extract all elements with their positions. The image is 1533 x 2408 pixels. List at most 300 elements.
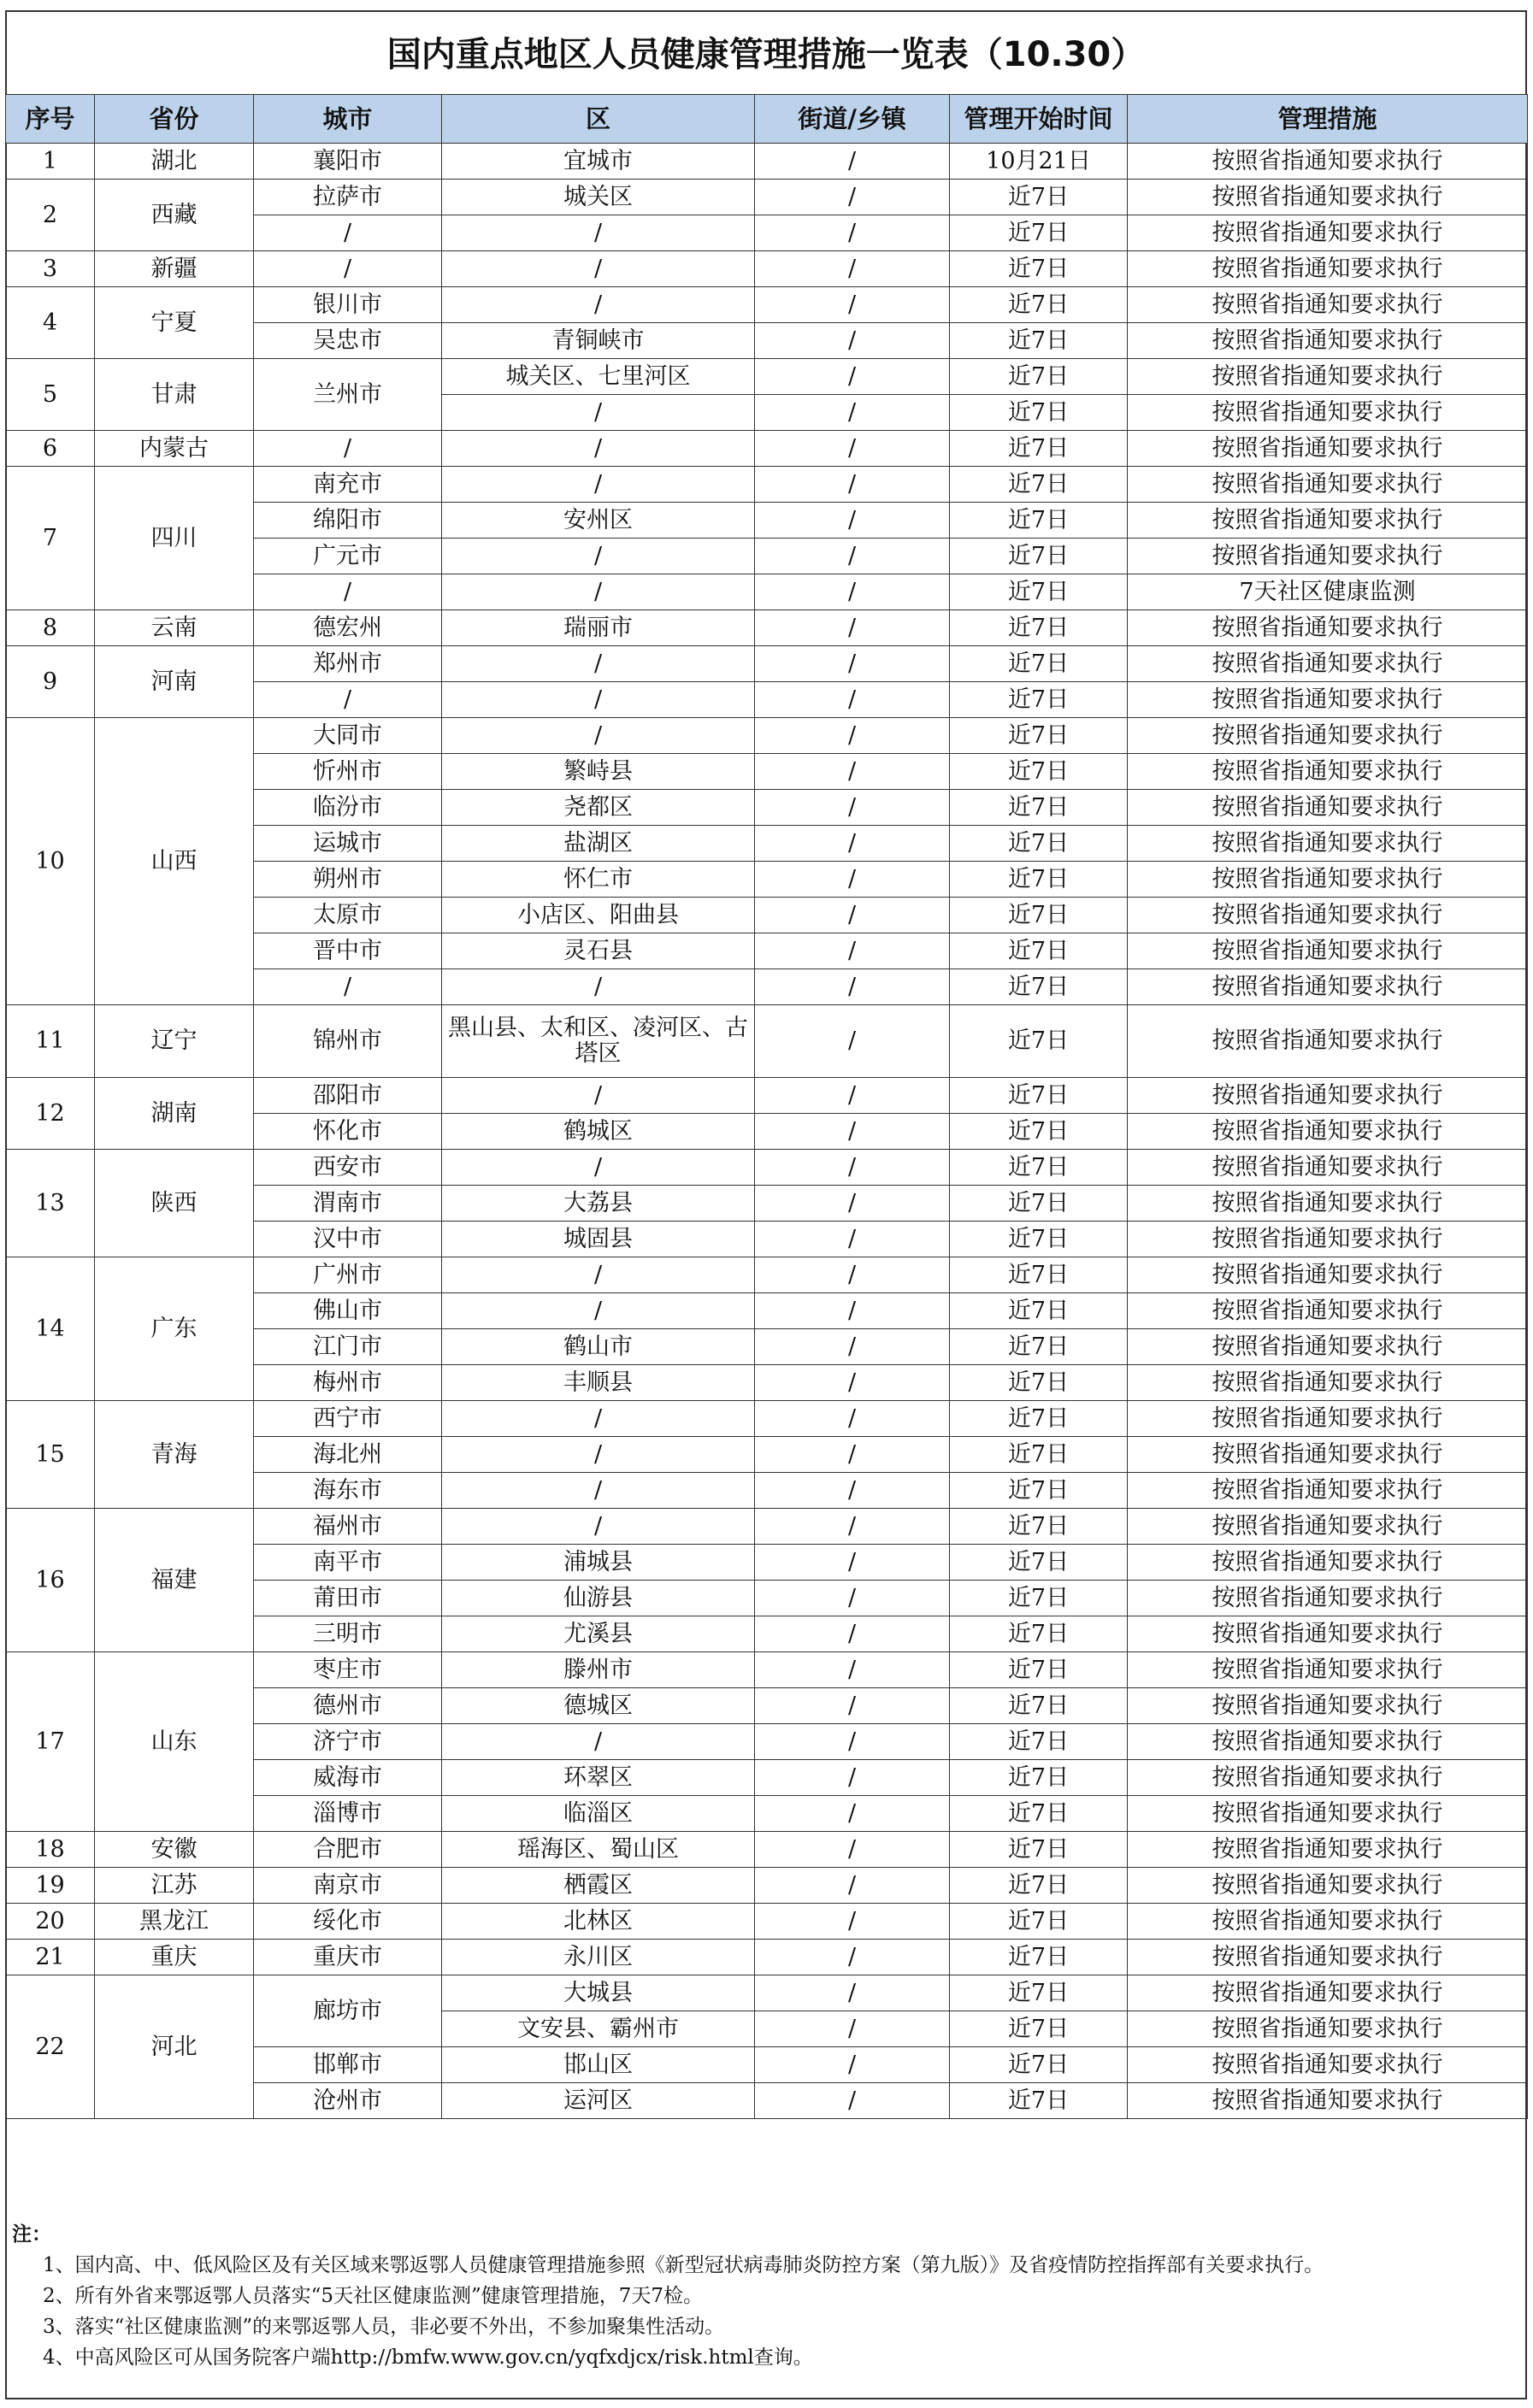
note-item: 4、中高风险区可从国务院客户端http://bmfw.www.gov.cn/yqfxdjcx/risk.html查询。 (43, 2346, 813, 2369)
street-cell: / (755, 395, 950, 431)
street-cell: / (755, 1509, 950, 1545)
start-time-cell: 近7日 (950, 539, 1128, 574)
district-cell: / (442, 574, 755, 610)
province-cell: 安徽 (95, 1832, 254, 1868)
header-cell: 区 (442, 95, 755, 144)
street-cell: / (755, 287, 950, 323)
city-cell: 重庆市 (254, 1940, 442, 1975)
measure-cell: 按照省指通知要求执行 (1128, 969, 1528, 1005)
start-time-cell: 近7日 (950, 180, 1128, 215)
street-cell: / (755, 359, 950, 395)
street-cell: / (755, 1760, 950, 1796)
city-cell: 江门市 (254, 1329, 442, 1365)
district-cell: / (442, 539, 755, 574)
district-cell: 城固县 (442, 1222, 755, 1257)
district-cell: / (442, 718, 755, 754)
measure-cell: 按照省指通知要求执行 (1128, 180, 1528, 215)
district-cell: 临淄区 (442, 1796, 755, 1832)
district-cell: 尤溪县 (442, 1616, 755, 1652)
city-cell: 运城市 (254, 826, 442, 862)
city-cell: 德宏州 (254, 610, 442, 646)
table-row (6, 431, 1528, 467)
city-cell: 太原市 (254, 898, 442, 933)
district-cell: 德城区 (442, 1688, 755, 1724)
row-index-cell: 12 (6, 1078, 95, 1150)
start-time-cell: 近7日 (950, 574, 1128, 610)
district-cell: 城关区、七里河区 (442, 359, 755, 395)
note-item: 2、所有外省来鄂返鄂人员落实“5天社区健康监测”健康管理措施，7天7检。 (43, 2285, 704, 2307)
measure-cell: 按照省指通知要求执行 (1128, 1150, 1528, 1186)
street-cell: / (755, 467, 950, 503)
district-cell: / (442, 646, 755, 682)
street-cell: / (755, 144, 950, 180)
city-cell: 西安市 (254, 1150, 442, 1186)
row-index-cell: 22 (6, 1975, 95, 2119)
district-cell: 城关区 (442, 180, 755, 215)
street-cell: / (755, 574, 950, 610)
street-cell: / (755, 2047, 950, 2083)
city-cell: 廊坊市 (254, 1975, 442, 2047)
street-cell: / (755, 1545, 950, 1581)
street-cell: / (755, 1078, 950, 1114)
city-cell: 吴忠市 (254, 323, 442, 359)
district-cell: / (442, 215, 755, 251)
measure-cell: 按照省指通知要求执行 (1128, 610, 1528, 646)
row-index-cell: 14 (6, 1257, 95, 1401)
street-cell: / (755, 1904, 950, 1940)
measure-cell: 按照省指通知要求执行 (1128, 2011, 1528, 2047)
district-cell: 青铜峡市 (442, 323, 755, 359)
start-time-cell: 近7日 (950, 1652, 1128, 1688)
measure-cell: 按照省指通知要求执行 (1128, 933, 1528, 969)
district-cell: 鹤城区 (442, 1114, 755, 1150)
table-row (6, 467, 1528, 503)
start-time-cell: 近7日 (950, 503, 1128, 539)
district-cell: / (442, 682, 755, 718)
start-time-cell: 近7日 (950, 1688, 1128, 1724)
measure-cell: 按照省指通知要求执行 (1128, 1078, 1528, 1114)
city-cell: 绵阳市 (254, 503, 442, 539)
table-row (6, 1904, 1528, 1940)
start-time-cell: 近7日 (950, 1005, 1128, 1078)
city-cell: / (254, 969, 442, 1005)
city-cell: 南充市 (254, 467, 442, 503)
city-cell: / (254, 251, 442, 287)
header-cell: 管理开始时间 (950, 95, 1128, 144)
measure-cell: 按照省指通知要求执行 (1128, 1401, 1528, 1437)
street-cell: / (755, 826, 950, 862)
start-time-cell: 近7日 (950, 1509, 1128, 1545)
district-cell: / (442, 1257, 755, 1293)
table-row (6, 1652, 1528, 1688)
street-cell: / (755, 898, 950, 933)
start-time-cell: 近7日 (950, 1257, 1128, 1293)
start-time-cell: 近7日 (950, 1724, 1128, 1760)
street-cell: / (755, 1868, 950, 1904)
measure-cell: 按照省指通知要求执行 (1128, 1329, 1528, 1365)
start-time-cell: 近7日 (950, 1114, 1128, 1150)
street-cell: / (755, 1940, 950, 1975)
measure-cell: 按照省指通知要求执行 (1128, 1975, 1528, 2011)
district-cell: 大荔县 (442, 1186, 755, 1222)
street-cell: / (755, 1796, 950, 1832)
city-cell: / (254, 215, 442, 251)
district-cell: 北林区 (442, 1904, 755, 1940)
street-cell: / (755, 215, 950, 251)
measure-cell: 按照省指通知要求执行 (1128, 395, 1528, 431)
start-time-cell: 近7日 (950, 359, 1128, 395)
row-index-cell: 20 (6, 1904, 95, 1940)
street-cell: / (755, 2011, 950, 2047)
start-time-cell: 近7日 (950, 610, 1128, 646)
table-row (6, 1005, 1528, 1078)
header-cell: 城市 (254, 95, 442, 144)
start-time-cell: 近7日 (950, 754, 1128, 790)
row-index-cell: 5 (6, 359, 95, 431)
province-cell: 四川 (95, 467, 254, 610)
start-time-cell: 近7日 (950, 1868, 1128, 1904)
district-cell: 瑶海区、蜀山区 (442, 1832, 755, 1868)
city-cell: 锦州市 (254, 1005, 442, 1078)
city-cell: 银川市 (254, 287, 442, 323)
start-time-cell: 近7日 (950, 431, 1128, 467)
district-cell: 尧都区 (442, 790, 755, 826)
table-row (6, 1257, 1528, 1293)
start-time-cell: 近7日 (950, 2011, 1128, 2047)
notes-header: 注： (12, 2223, 51, 2246)
measure-cell: 按照省指通知要求执行 (1128, 1688, 1528, 1724)
row-index-cell: 10 (6, 718, 95, 1005)
measure-cell: 按照省指通知要求执行 (1128, 467, 1528, 503)
measure-cell: 按照省指通知要求执行 (1128, 1545, 1528, 1581)
city-cell: 朔州市 (254, 862, 442, 898)
district-cell: 鹤山市 (442, 1329, 755, 1365)
measure-cell: 按照省指通知要求执行 (1128, 1005, 1528, 1078)
street-cell: / (755, 1293, 950, 1329)
city-cell: 襄阳市 (254, 144, 442, 180)
measure-cell: 7天社区健康监测 (1128, 574, 1528, 610)
city-cell: / (254, 431, 442, 467)
district-cell: / (442, 1078, 755, 1114)
measure-cell: 按照省指通知要求执行 (1128, 287, 1528, 323)
city-cell: 济宁市 (254, 1724, 442, 1760)
start-time-cell: 近7日 (950, 323, 1128, 359)
district-cell: / (442, 969, 755, 1005)
district-cell: / (442, 251, 755, 287)
province-cell: 甘肃 (95, 359, 254, 431)
start-time-cell: 近7日 (950, 2083, 1128, 2119)
row-index-cell: 17 (6, 1652, 95, 1832)
measure-cell: 按照省指通知要求执行 (1128, 1581, 1528, 1616)
start-time-cell: 近7日 (950, 1616, 1128, 1652)
start-time-cell: 近7日 (950, 826, 1128, 862)
measure-cell: 按照省指通知要求执行 (1128, 1509, 1528, 1545)
start-time-cell: 近7日 (950, 1832, 1128, 1868)
measure-cell: 按照省指通知要求执行 (1128, 539, 1528, 574)
row-index-cell: 15 (6, 1401, 95, 1509)
street-cell: / (755, 1222, 950, 1257)
street-cell: / (755, 1401, 950, 1437)
street-cell: / (755, 610, 950, 646)
street-cell: / (755, 1365, 950, 1401)
district-cell: 大城县 (442, 1975, 755, 2011)
city-cell: 莆田市 (254, 1581, 442, 1616)
start-time-cell: 近7日 (950, 1796, 1128, 1832)
row-index-cell: 4 (6, 287, 95, 359)
table-row (6, 1940, 1528, 1975)
header-cell: 序号 (6, 95, 95, 144)
street-cell: / (755, 1724, 950, 1760)
measure-cell: 按照省指通知要求执行 (1128, 2083, 1528, 2119)
city-cell: 沧州市 (254, 2083, 442, 2119)
district-cell: 盐湖区 (442, 826, 755, 862)
start-time-cell: 近7日 (950, 467, 1128, 503)
city-cell: 广元市 (254, 539, 442, 574)
start-time-cell: 近7日 (950, 969, 1128, 1005)
table-row (6, 646, 1528, 682)
province-cell: 陕西 (95, 1150, 254, 1257)
street-cell: / (755, 862, 950, 898)
district-cell: 黑山县、太和区、凌河区、古塔区 (442, 1005, 755, 1078)
city-cell: 绥化市 (254, 1904, 442, 1940)
table-row (6, 1401, 1528, 1437)
city-cell: 大同市 (254, 718, 442, 754)
row-index-cell: 13 (6, 1150, 95, 1257)
city-cell: 枣庄市 (254, 1652, 442, 1688)
measure-cell: 按照省指通知要求执行 (1128, 826, 1528, 862)
street-cell: / (755, 933, 950, 969)
start-time-cell: 近7日 (950, 1293, 1128, 1329)
row-index-cell: 6 (6, 431, 95, 467)
table-row (6, 359, 1528, 395)
district-cell: 宜城市 (442, 144, 755, 180)
start-time-cell: 近7日 (950, 1975, 1128, 2011)
start-time-cell: 近7日 (950, 287, 1128, 323)
start-time-cell: 近7日 (950, 682, 1128, 718)
city-cell: 南平市 (254, 1545, 442, 1581)
city-cell: 三明市 (254, 1616, 442, 1652)
street-cell: / (755, 790, 950, 826)
street-cell: / (755, 1257, 950, 1293)
province-cell: 河南 (95, 646, 254, 718)
start-time-cell: 近7日 (950, 790, 1128, 826)
street-cell: / (755, 1616, 950, 1652)
street-cell: / (755, 646, 950, 682)
province-cell: 西藏 (95, 180, 254, 251)
row-index-cell: 1 (6, 144, 95, 180)
start-time-cell: 近7日 (950, 395, 1128, 431)
table-row (6, 718, 1528, 754)
measure-cell: 按照省指通知要求执行 (1128, 754, 1528, 790)
start-time-cell: 近7日 (950, 1365, 1128, 1401)
measure-cell: 按照省指通知要求执行 (1128, 431, 1528, 467)
district-cell: / (442, 287, 755, 323)
street-cell: / (755, 251, 950, 287)
province-cell: 福建 (95, 1509, 254, 1652)
table-row (6, 1078, 1528, 1114)
header-cell: 街道/乡镇 (755, 95, 950, 144)
city-cell: 威海市 (254, 1760, 442, 1796)
district-cell: 瑞丽市 (442, 610, 755, 646)
street-cell: / (755, 539, 950, 574)
table-row (6, 1509, 1528, 1545)
district-cell: 邯山区 (442, 2047, 755, 2083)
street-cell: / (755, 1688, 950, 1724)
street-cell: / (755, 323, 950, 359)
city-cell: 海东市 (254, 1473, 442, 1509)
street-cell: / (755, 2083, 950, 2119)
measure-cell: 按照省指通知要求执行 (1128, 1257, 1528, 1293)
row-index-cell: 8 (6, 610, 95, 646)
row-index-cell: 9 (6, 646, 95, 718)
row-index-cell: 7 (6, 467, 95, 610)
street-cell: / (755, 718, 950, 754)
start-time-cell: 近7日 (950, 251, 1128, 287)
row-index-cell: 19 (6, 1868, 95, 1904)
street-cell: / (755, 1581, 950, 1616)
street-cell: / (755, 1832, 950, 1868)
city-cell: 南京市 (254, 1868, 442, 1904)
start-time-cell: 近7日 (950, 862, 1128, 898)
start-time-cell: 近7日 (950, 1150, 1128, 1186)
header-cell: 省份 (95, 95, 254, 144)
measure-cell: 按照省指通知要求执行 (1128, 215, 1528, 251)
row-index-cell: 2 (6, 180, 95, 251)
start-time-cell: 近7日 (950, 718, 1128, 754)
start-time-cell: 近7日 (950, 646, 1128, 682)
street-cell: / (755, 1437, 950, 1473)
start-time-cell: 近7日 (950, 1581, 1128, 1616)
district-cell: 永川区 (442, 1940, 755, 1975)
measure-cell: 按照省指通知要求执行 (1128, 144, 1528, 180)
street-cell: / (755, 1150, 950, 1186)
district-cell: 灵石县 (442, 933, 755, 969)
district-cell: 小店区、阳曲县 (442, 898, 755, 933)
measure-cell: 按照省指通知要求执行 (1128, 646, 1528, 682)
row-index-cell: 16 (6, 1509, 95, 1652)
district-cell: / (442, 1509, 755, 1545)
measure-cell: 按照省指通知要求执行 (1128, 2047, 1528, 2083)
table-row (6, 180, 1528, 215)
district-cell: 浦城县 (442, 1545, 755, 1581)
district-cell: 滕州市 (442, 1652, 755, 1688)
measure-cell: 按照省指通知要求执行 (1128, 1652, 1528, 1688)
start-time-cell: 近7日 (950, 2047, 1128, 2083)
district-cell: / (442, 1724, 755, 1760)
measure-cell: 按照省指通知要求执行 (1128, 1724, 1528, 1760)
province-cell: 新疆 (95, 251, 254, 287)
measure-cell: 按照省指通知要求执行 (1128, 862, 1528, 898)
district-cell: 运河区 (442, 2083, 755, 2119)
city-cell: 广州市 (254, 1257, 442, 1293)
district-cell: / (442, 395, 755, 431)
measure-cell: 按照省指通知要求执行 (1128, 1473, 1528, 1509)
street-cell: / (755, 1975, 950, 2011)
province-cell: 内蒙古 (95, 431, 254, 467)
district-cell: / (442, 467, 755, 503)
page-title: 国内重点地区人员健康管理措施一览表（10.30） (386, 35, 1146, 74)
district-cell: / (442, 1437, 755, 1473)
province-cell: 山西 (95, 718, 254, 1005)
measure-cell: 按照省指通知要求执行 (1128, 1904, 1528, 1940)
district-cell: / (442, 1150, 755, 1186)
district-cell: / (442, 431, 755, 467)
city-cell: 晋中市 (254, 933, 442, 969)
start-time-cell: 近7日 (950, 1078, 1128, 1114)
province-cell: 黑龙江 (95, 1904, 254, 1940)
city-cell: 佛山市 (254, 1293, 442, 1329)
start-time-cell: 近7日 (950, 1401, 1128, 1437)
city-cell: 兰州市 (254, 359, 442, 431)
start-time-cell: 近7日 (950, 1904, 1128, 1940)
district-cell: / (442, 1401, 755, 1437)
start-time-cell: 近7日 (950, 215, 1128, 251)
start-time-cell: 近7日 (950, 898, 1128, 933)
table-row (6, 1150, 1528, 1186)
measure-cell: 按照省指通知要求执行 (1128, 1616, 1528, 1652)
province-cell: 宁夏 (95, 287, 254, 359)
measure-cell: 按照省指通知要求执行 (1128, 682, 1528, 718)
province-cell: 广东 (95, 1257, 254, 1401)
row-index-cell: 3 (6, 251, 95, 287)
table-row (6, 610, 1528, 646)
measure-cell: 按照省指通知要求执行 (1128, 1832, 1528, 1868)
province-cell: 河北 (95, 1975, 254, 2119)
measure-cell: 按照省指通知要求执行 (1128, 1437, 1528, 1473)
measure-cell: 按照省指通知要求执行 (1128, 323, 1528, 359)
header-cell: 管理措施 (1128, 95, 1528, 144)
row-index-cell: 11 (6, 1005, 95, 1078)
measure-cell: 按照省指通知要求执行 (1128, 251, 1528, 287)
measure-cell: 按照省指通知要求执行 (1128, 1760, 1528, 1796)
measure-cell: 按照省指通知要求执行 (1128, 718, 1528, 754)
province-cell: 江苏 (95, 1868, 254, 1904)
street-cell: / (755, 969, 950, 1005)
street-cell: / (755, 503, 950, 539)
notes-section (5, 2219, 1527, 2373)
city-cell: 邵阳市 (254, 1078, 442, 1114)
note-item: 1、国内高、中、低风险区及有关区域来鄂返鄂人员健康管理措施参照《新型冠状病毒肺炎防控方案（第九版）》及省疫情防控指挥部有关要求执行。 (43, 2254, 1324, 2276)
city-cell: / (254, 574, 442, 610)
measure-cell: 按照省指通知要求执行 (1128, 1186, 1528, 1222)
start-time-cell: 近7日 (950, 1329, 1128, 1365)
measure-cell: 按照省指通知要求执行 (1128, 1940, 1528, 1975)
province-cell: 山东 (95, 1652, 254, 1832)
table-row (6, 144, 1528, 180)
district-cell: 环翠区 (442, 1760, 755, 1796)
district-cell: 栖霞区 (442, 1868, 755, 1904)
street-cell: / (755, 1114, 950, 1150)
measure-cell: 按照省指通知要求执行 (1128, 1868, 1528, 1904)
street-cell: / (755, 180, 950, 215)
measure-cell: 按照省指通知要求执行 (1128, 1365, 1528, 1401)
district-cell: 丰顺县 (442, 1365, 755, 1401)
district-cell: 怀仁市 (442, 862, 755, 898)
city-cell: 怀化市 (254, 1114, 442, 1150)
city-cell: 淄博市 (254, 1796, 442, 1832)
start-time-cell: 近7日 (950, 1437, 1128, 1473)
city-cell: 海北州 (254, 1437, 442, 1473)
district-cell: 安州区 (442, 503, 755, 539)
street-cell: / (755, 1005, 950, 1078)
province-cell: 辽宁 (95, 1005, 254, 1078)
province-cell: 湖北 (95, 144, 254, 180)
city-cell: 梅州市 (254, 1365, 442, 1401)
city-cell: 拉萨市 (254, 180, 442, 215)
street-cell: / (755, 1652, 950, 1688)
start-time-cell: 10月21日 (950, 144, 1128, 180)
measure-cell: 按照省指通知要求执行 (1128, 790, 1528, 826)
